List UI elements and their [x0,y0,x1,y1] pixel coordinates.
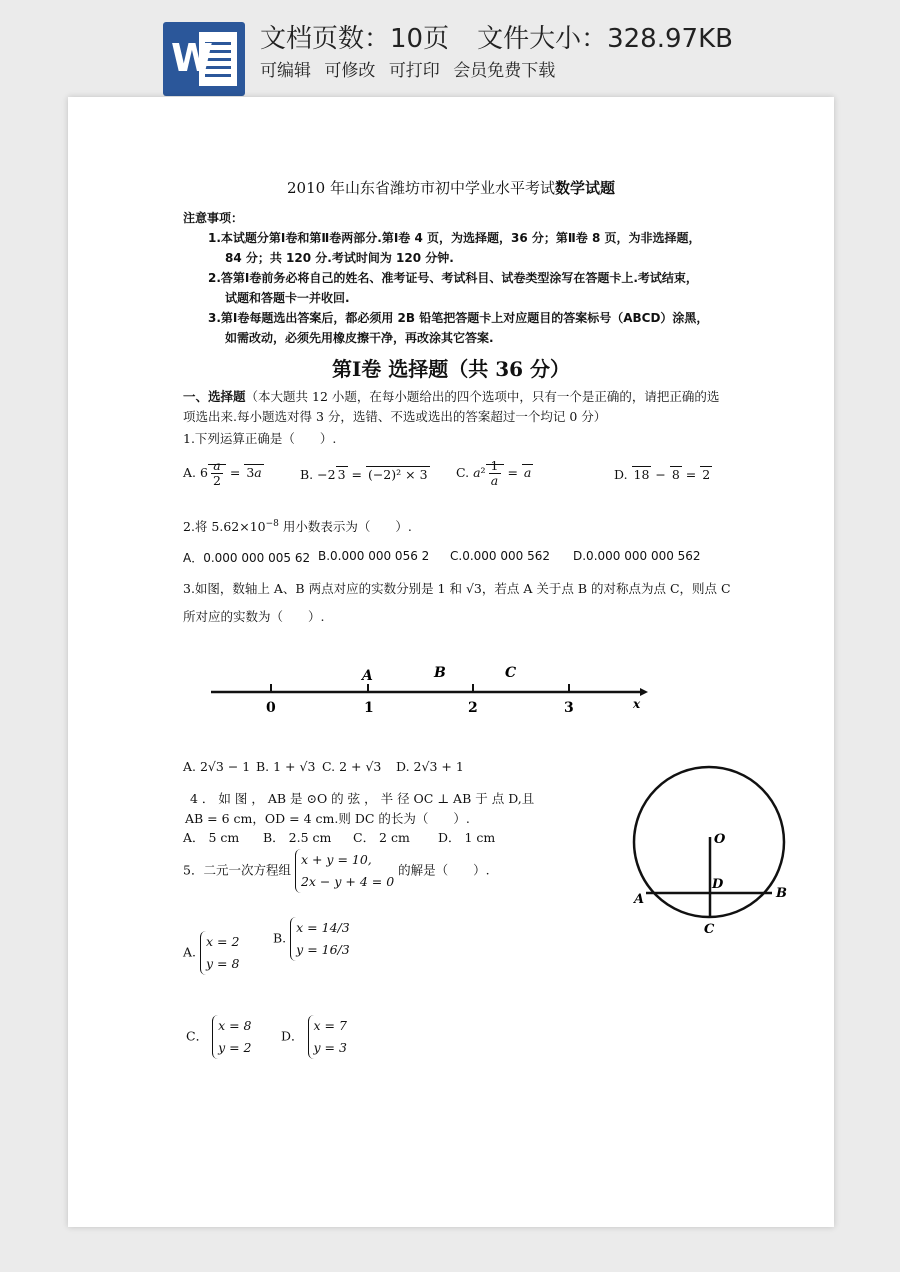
point-label-a: A [362,668,373,684]
q2-option-c: C.0.000 000 562 [450,549,550,563]
question-1: 1.下列运算正确是（ ）. [183,431,337,446]
q2-option-b: B.0.000 000 056 2 [318,549,430,563]
file-size-label: 文件大小：328.97KB [477,24,733,54]
q1-option-b: B. −2 3 = (−2)² × 3 [300,467,428,482]
point-label-b: B [434,665,446,681]
question-2: 2.将 $5.62\times 10^{-8}$ 用小数表示为（ ）. [183,518,412,534]
notice-heading: 注意事项： [183,211,244,225]
word-icon: W [163,22,245,96]
notice-line: 试题和答题卡一并收回. [225,291,350,305]
tick-label-2: 2 [468,700,478,716]
section-intro: 一、选择题（本大题共 12 小题，在每小题给出的四个选项中，只有一个是正确的，请把正确的选 [183,389,720,404]
question-4-cont: AB = 6 cm，OD = 4 cm.则 DC 的长为（ ）. [185,811,470,826]
q3-option-a: A. 2√3 − 1 [183,759,251,774]
question-5: 5．二元一次方程组 x + y = 10, 2x − y + 4 = 0 的解是（ ）. [183,849,490,893]
q2-option-d: D.0.000 000 000 562 [573,549,701,563]
q4-option-b: B． 2.5 cm [263,830,332,845]
q1-option-a: A. 6 $\frac{a}{2}$ = 3a [183,458,262,488]
feature-list [260,56,563,81]
axis-label-x: x [633,697,641,711]
q3-option-b: B. 1 + √3 [256,759,316,774]
q5-option-a: A. x = 2 y = 8 [183,931,239,975]
circle-label-d: D [712,877,724,892]
q3-option-c: C. 2 + √3 [322,759,382,774]
file-stats [260,18,733,55]
notice-line: 如需改动，必须先用橡皮擦干净，再改涂其它答案. [225,331,494,345]
circle-label-o: O [714,832,726,847]
q3-option-d: D. 2√3 + 1 [396,759,464,774]
q5-option-d: D． x = 7 y = 3 [281,1015,347,1059]
q4-option-a: A． 5 cm [183,830,240,845]
tick-label-0: 0 [266,700,276,716]
q2-option-a: A．0.000 000 005 62 [183,551,311,565]
exam-title: 2010 年山东省潍坊市初中学业水平考试数学试题 [287,179,615,197]
tick-label-1: 1 [364,700,374,716]
question-3: 3.如图，数轴上 A、B 两点对应的实数分别是 1 和 √3，若点 A 关于点 B 的对称点为点 C，则点 C [183,581,731,596]
q5-option-b: B. x = 14/3 y = 16/3 [273,917,350,961]
question-4: 4 ． 如 图 ， AB 是 ⊙O 的 弦 ， 半 径 OC ⊥ AB 于 点 D,且 [190,791,535,806]
feature-member-download: 会员免费下载 [453,61,556,81]
feature-printable: 可打印 [388,61,440,81]
circle-label-b: B [776,886,787,901]
section-intro-cont: 项选出来.每小题选对得 3 分，选错、不选或选出的答案超过一个均记 0 分） [183,409,607,424]
notice-line: 3.第Ⅰ卷每题选出答案后，都必须用 2B 铅笔把答题卡上对应题目的答案标号（ABCD）涂黑， [208,311,709,325]
section-title: 第Ⅰ卷 选择题（共 36 分） [331,357,571,381]
notice-line: 1.本试题分第Ⅰ卷和第Ⅱ卷两部分.第Ⅰ卷 4 页，为选择题，36 分；第Ⅱ卷 8 页，为非选择题， [208,231,701,245]
q5-option-c: C． x = 8 y = 2 [186,1015,252,1059]
page-count-label: 文档页数：10页 [260,24,450,54]
circle-label-c: C [704,922,715,937]
q1-option-c: C. a² $\frac{1}{a}$ = a [456,458,532,488]
q4-option-d: D． 1 cm [438,830,496,845]
circle-label-a: A [634,892,645,907]
point-label-c: C [505,665,517,681]
document-page [68,97,834,1227]
q1-option-d: D. 18 − 8 = 2 [614,467,711,482]
feature-editable: 可编辑 [260,61,311,81]
number-line-figure [208,662,648,722]
notice-line: 2.答第Ⅰ卷前务必将自己的姓名、准考证号、考试科目、试卷类型涂写在答题卡上.考试结束， [208,271,698,285]
circle-figure [626,757,796,947]
document-info-header [0,0,900,96]
tick-label-3: 3 [564,700,574,716]
notice-line: 84 分；共 120 分.考试时间为 120 分钟. [225,251,454,265]
q4-option-c: C． 2 cm [353,830,410,845]
question-3-cont: 所对应的实数为（ ）. [183,609,325,624]
feature-modifiable: 可修改 [324,61,376,81]
